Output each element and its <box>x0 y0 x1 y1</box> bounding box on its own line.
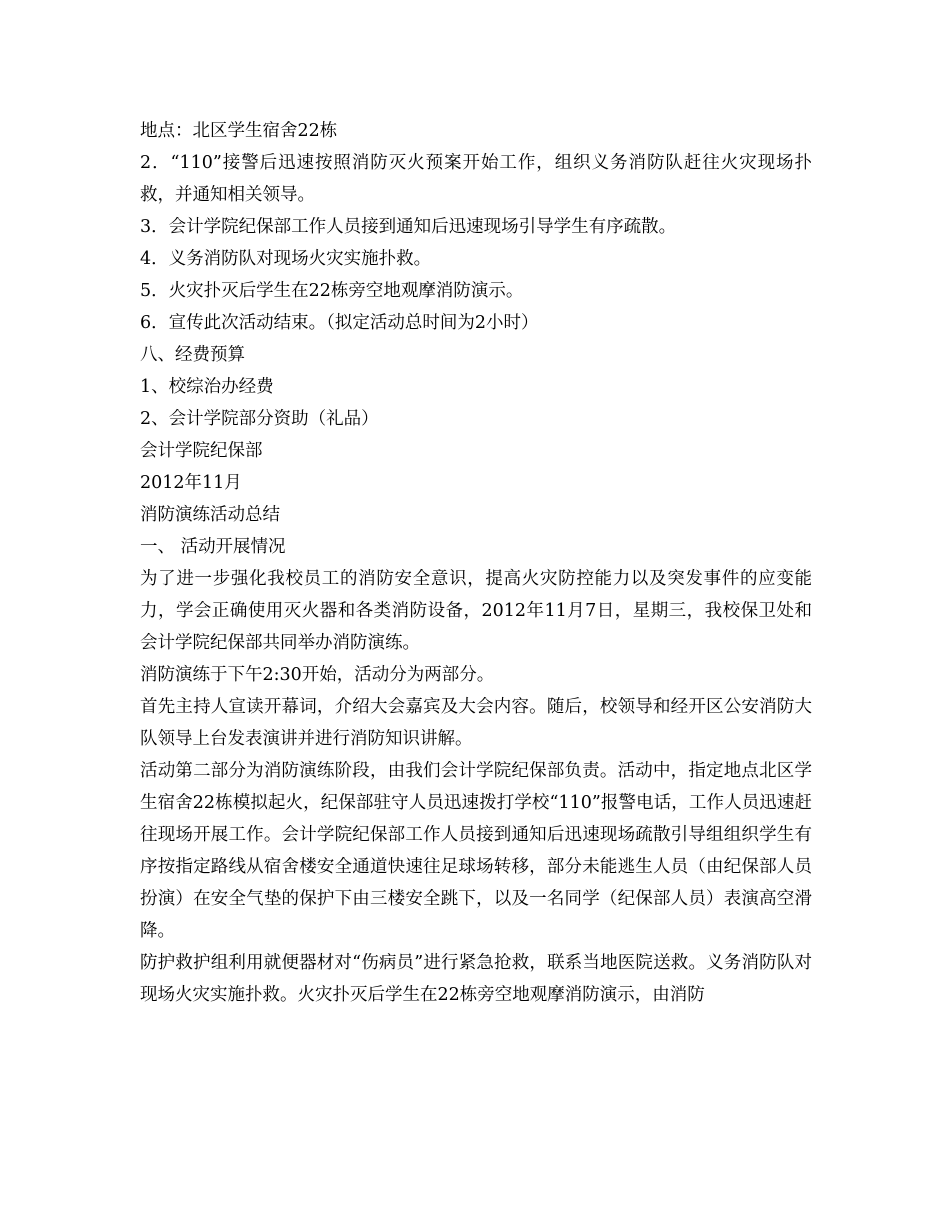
paragraph-step-2: 2．“110”接警后迅速按照消防灭火预案开始工作，组织义务消防队赶往火灾现场扑救，并通知相关领导。 <box>140 153 812 205</box>
budget-item-2: 2、会计学院部分资助（礼品） <box>140 409 379 429</box>
paragraph-part-one: 首先主持人宣读开幕词，介绍大会嘉宾及大会内容。随后，校领导和经开区公安消防大队领导上台发表演讲并进行消防知识讲解。 <box>140 697 812 749</box>
section-heading-activity: 一、 活动开展情况 <box>140 537 286 557</box>
paragraph-part-two: 活动第二部分为消防演练阶段，由我们会计学院纪保部负责。活动中，指定地点北区学生宿舍22栋模拟起火，纪保部驻守人员迅速拨打学校“110”报警电话，工作人员迅速赶往现场开展工作。会计学院纪保部工作人员接到通知后迅速现场疏散引导组组织学生有序按指定路线从宿舍楼安全通道快速往足球场转移，部分未能逃生人员（由纪保部人员扮演）在安全气垫的保护下由三楼安全跳下，以及一名同学（纪保部人员）表演高空滑降。 <box>140 761 812 941</box>
section-heading-budget: 八、经费预算 <box>140 345 245 365</box>
paragraph-step-4: 4．义务消防队对现场火灾实施扑救。 <box>140 249 432 269</box>
paragraph-rescue: 防护救护组利用就便器材对“伤病员”进行紧急抢救，联系当地医院送救。义务消防队对现场火灾实施扑救。火灾扑灭后学生在22栋旁空地观摩消防演示，由消防 <box>140 953 812 1005</box>
paragraph-step-3: 3．会计学院纪保部工作人员接到通知后迅速现场引导学生有序疏散。 <box>140 217 677 237</box>
signature-date: 2012年11月 <box>140 473 242 493</box>
document-body <box>140 115 812 1011</box>
paragraph-intro: 为了进一步强化我校员工的消防安全意识，提高火灾防控能力以及突发事件的应变能力，学会正确使用灭火器和各类消防设备，2012年11月7日，星期三，我校保卫处和会计学院纪保部共同举办消防演练。 <box>140 569 812 653</box>
paragraph-step-6: 6．宣传此次活动结束。（拟定活动总时间为2小时） <box>140 313 539 333</box>
budget-item-1: 1、校综治办经费 <box>140 377 274 397</box>
paragraph-step-5: 5．火灾扑灭后学生在22栋旁空地观摩消防演示。 <box>140 281 524 301</box>
paragraph-start-time: 消防演练于下午2:30开始，活动分为两部分。 <box>140 665 495 685</box>
summary-title: 消防演练活动总结 <box>140 505 280 525</box>
paragraph-location: 地点：北区学生宿舍22栋 <box>140 121 338 141</box>
signature-organization: 会计学院纪保部 <box>140 441 263 461</box>
